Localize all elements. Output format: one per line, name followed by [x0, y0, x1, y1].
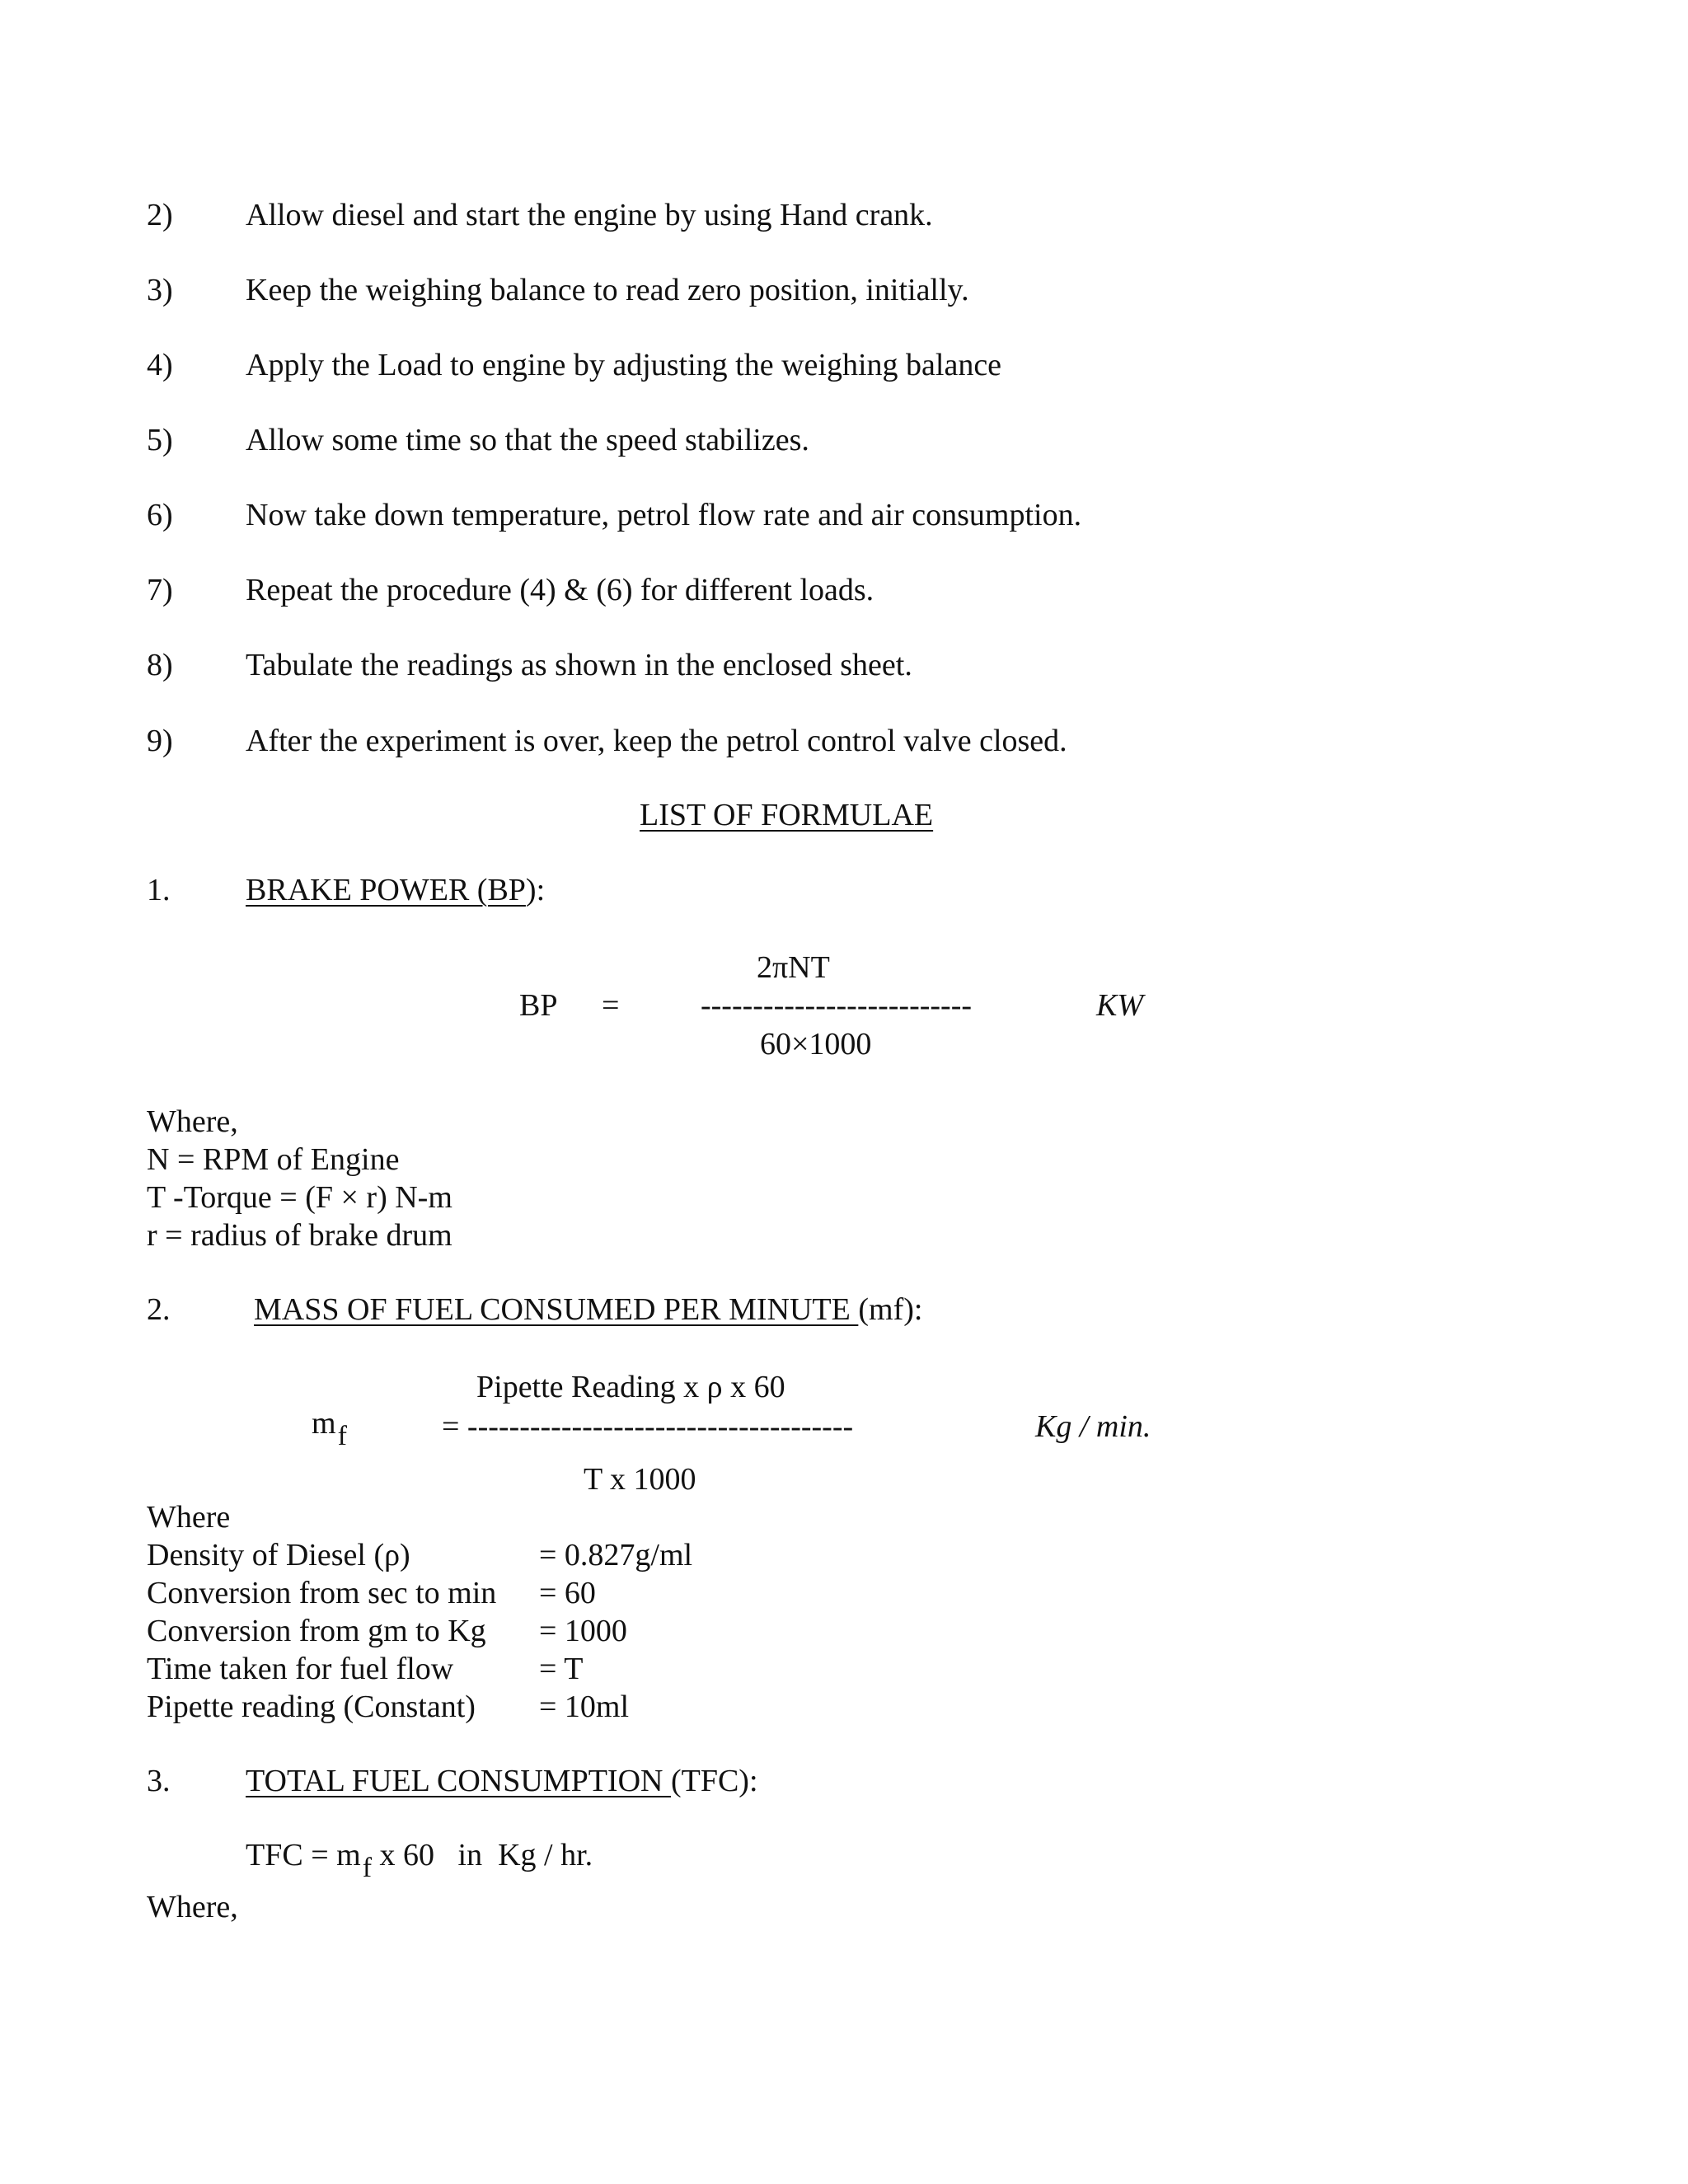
bp-denominator: 60×1000 — [760, 1027, 872, 1062]
mf-numerator: Pipette Reading x ρ x 60 — [476, 1370, 785, 1404]
mf-definition-label: Conversion from gm to Kg — [147, 1614, 486, 1648]
step-text: Apply the Load to engine by adjusting the weighing balance — [246, 348, 1002, 382]
section-heading-text: TOTAL FUEL CONSUMPTION — [246, 1764, 671, 1798]
step-text: Repeat the procedure (4) & (6) for different loads. — [246, 573, 874, 607]
tfc-formula — [246, 1838, 593, 1883]
formulae-title: LIST OF FORMULAE — [640, 798, 934, 832]
step-text: Allow some time so that the speed stabilizes. — [246, 423, 809, 457]
mf-unit: Kg / min. — [1035, 1409, 1151, 1444]
section-heading-text: MASS OF FUEL CONSUMED PER MINUTE — [254, 1292, 859, 1327]
mf-denominator: T x 1000 — [584, 1462, 696, 1497]
bp-definition: N = RPM of Engine — [147, 1142, 400, 1177]
bp-definition: r = radius of brake drum — [147, 1218, 452, 1253]
mf-lhs-subscript: f — [337, 1421, 347, 1451]
step-text: After the experiment is over, keep the petrol control valve closed. — [246, 724, 1067, 758]
step-text: Tabulate the readings as shown in the enclosed sheet. — [246, 648, 912, 682]
step-text: Keep the weighing balance to read zero position, initially. — [246, 273, 969, 307]
step-number: 4) — [147, 348, 173, 382]
step-number: 7) — [147, 573, 173, 607]
section-number: 3. — [147, 1764, 171, 1798]
step-text: Now take down temperature, petrol flow rate and air consumption. — [246, 498, 1082, 532]
section-heading-tail: ): — [525, 873, 546, 907]
mf-definition-value: = T — [539, 1652, 584, 1686]
mf-definition-label: Conversion from sec to min — [147, 1576, 497, 1610]
section-number: 1. — [147, 873, 171, 907]
step-number: 2) — [147, 198, 173, 232]
step-number: 6) — [147, 498, 173, 532]
section-heading-text: BRAKE POWER (BP — [246, 873, 526, 907]
mf-definition-value: = 1000 — [539, 1614, 627, 1648]
section-heading — [254, 1294, 922, 1325]
step-number: 8) — [147, 648, 173, 682]
bp-unit: KW — [1096, 988, 1143, 1023]
mf-definition-value: = 0.827g/ml — [539, 1538, 693, 1572]
tfc-formula-post: x 60 in Kg / hr. — [372, 1838, 593, 1872]
section-heading — [246, 1765, 758, 1797]
mf-definition-value: = 60 — [539, 1576, 596, 1610]
mf-definition-label: Time taken for fuel flow — [147, 1652, 454, 1686]
step-number: 5) — [147, 423, 173, 457]
bp-fraction-bar: -------------------------- — [701, 988, 973, 1023]
mf-definition-label: Pipette reading (Constant) — [147, 1690, 476, 1724]
step-number: 3) — [147, 273, 173, 307]
section-heading-tail: (mf): — [858, 1292, 923, 1327]
mf-equals-fraction-bar: = ------------------------------------- — [442, 1409, 854, 1444]
bp-definition: T -Torque = (F × r) N-m — [147, 1180, 452, 1215]
tfc-formula-subscript: f — [362, 1853, 373, 1883]
mf-definition-label: Density of Diesel (ρ) — [147, 1538, 410, 1572]
tfc-where: Where, — [147, 1890, 238, 1924]
bp-where: Where, — [147, 1104, 238, 1139]
bp-numerator: 2πNT — [757, 950, 830, 985]
section-number: 2. — [147, 1292, 171, 1327]
bp-lhs: BP — [519, 988, 558, 1023]
bp-equals: = — [602, 988, 620, 1023]
mf-definition-value: = 10ml — [539, 1690, 630, 1724]
section-heading-tail: (TFC): — [670, 1764, 758, 1798]
mf-where: Where — [147, 1500, 231, 1535]
tfc-formula-pre: TFC = m — [246, 1838, 361, 1872]
mf-lhs-base: m — [312, 1406, 336, 1441]
step-text: Allow diesel and start the engine by using Hand crank. — [246, 198, 933, 232]
step-number: 9) — [147, 724, 173, 758]
section-heading — [246, 874, 545, 906]
mf-lhs — [312, 1406, 347, 1451]
